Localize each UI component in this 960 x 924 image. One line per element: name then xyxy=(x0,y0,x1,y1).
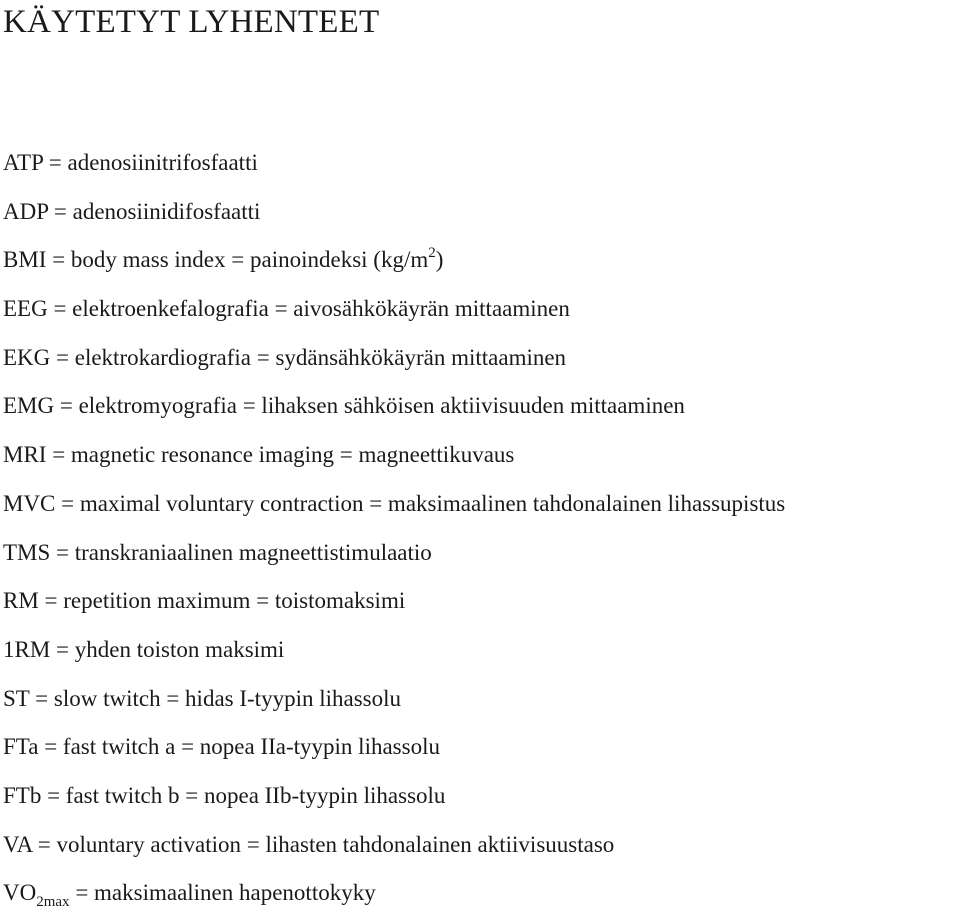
abbreviation-adp: ADP = adenosiinidifosfaatti xyxy=(3,198,261,224)
abbreviation-tms: TMS = transkraniaalinen magneettistimulaatio xyxy=(3,539,432,565)
abbreviation-va: VA = voluntary activation = lihasten tahdonalainen aktiivisuustaso xyxy=(3,831,615,857)
abbreviation-list xyxy=(3,145,785,924)
abbreviation-bmi xyxy=(3,242,785,291)
abbreviation-bmi-text: BMI = body mass index = painoindeksi (kg/m xyxy=(3,247,429,273)
abbreviation-st: ST = slow twitch = hidas I-tyypin lihassolu xyxy=(3,685,401,711)
abbreviation-vo2max-prefix: VO xyxy=(3,880,37,906)
abbreviation-bmi-close: ) xyxy=(435,247,444,273)
abbreviation-1rm: 1RM = yhden toiston maksimi xyxy=(3,636,285,662)
superscript: 2 xyxy=(428,245,436,262)
abbreviation-fta: FTa = fast twitch a = nopea IIa-tyypin lihassolu xyxy=(3,734,440,760)
abbreviation-vo2max-text: = maksimaalinen hapenottokyky xyxy=(69,880,376,906)
abbreviation-atp: ATP = adenosiinitrifosfaatti xyxy=(3,150,258,175)
abbreviation-vo2max xyxy=(3,875,785,924)
abbreviation-rm: RM = repetition maximum = toistomaksimi xyxy=(3,588,406,614)
abbreviation-ftb: FTb = fast twitch b = nopea IIb-tyypin lihassolu xyxy=(3,782,446,808)
abbreviation-emg: EMG = elektromyografia = lihaksen sähköisen aktiivisuuden mittaaminen xyxy=(3,393,685,419)
subscript: 2max xyxy=(36,894,70,911)
abbreviation-ekg: EKG = elektrokardiografia = sydänsähkökäyrän mittaaminen xyxy=(3,344,567,370)
abbreviation-mvc: MVC = maximal voluntary contraction = maksimaalinen tahdonalainen lihassupistus xyxy=(3,490,786,516)
page-title: KÄYTETYT LYHENTEET xyxy=(3,4,380,40)
abbreviation-mri: MRI = magnetic resonance imaging = magneettikuvaus xyxy=(3,442,515,468)
abbreviation-eeg: EEG = elektroenkefalografia = aivosähkökäyrän mittaaminen xyxy=(3,296,570,322)
